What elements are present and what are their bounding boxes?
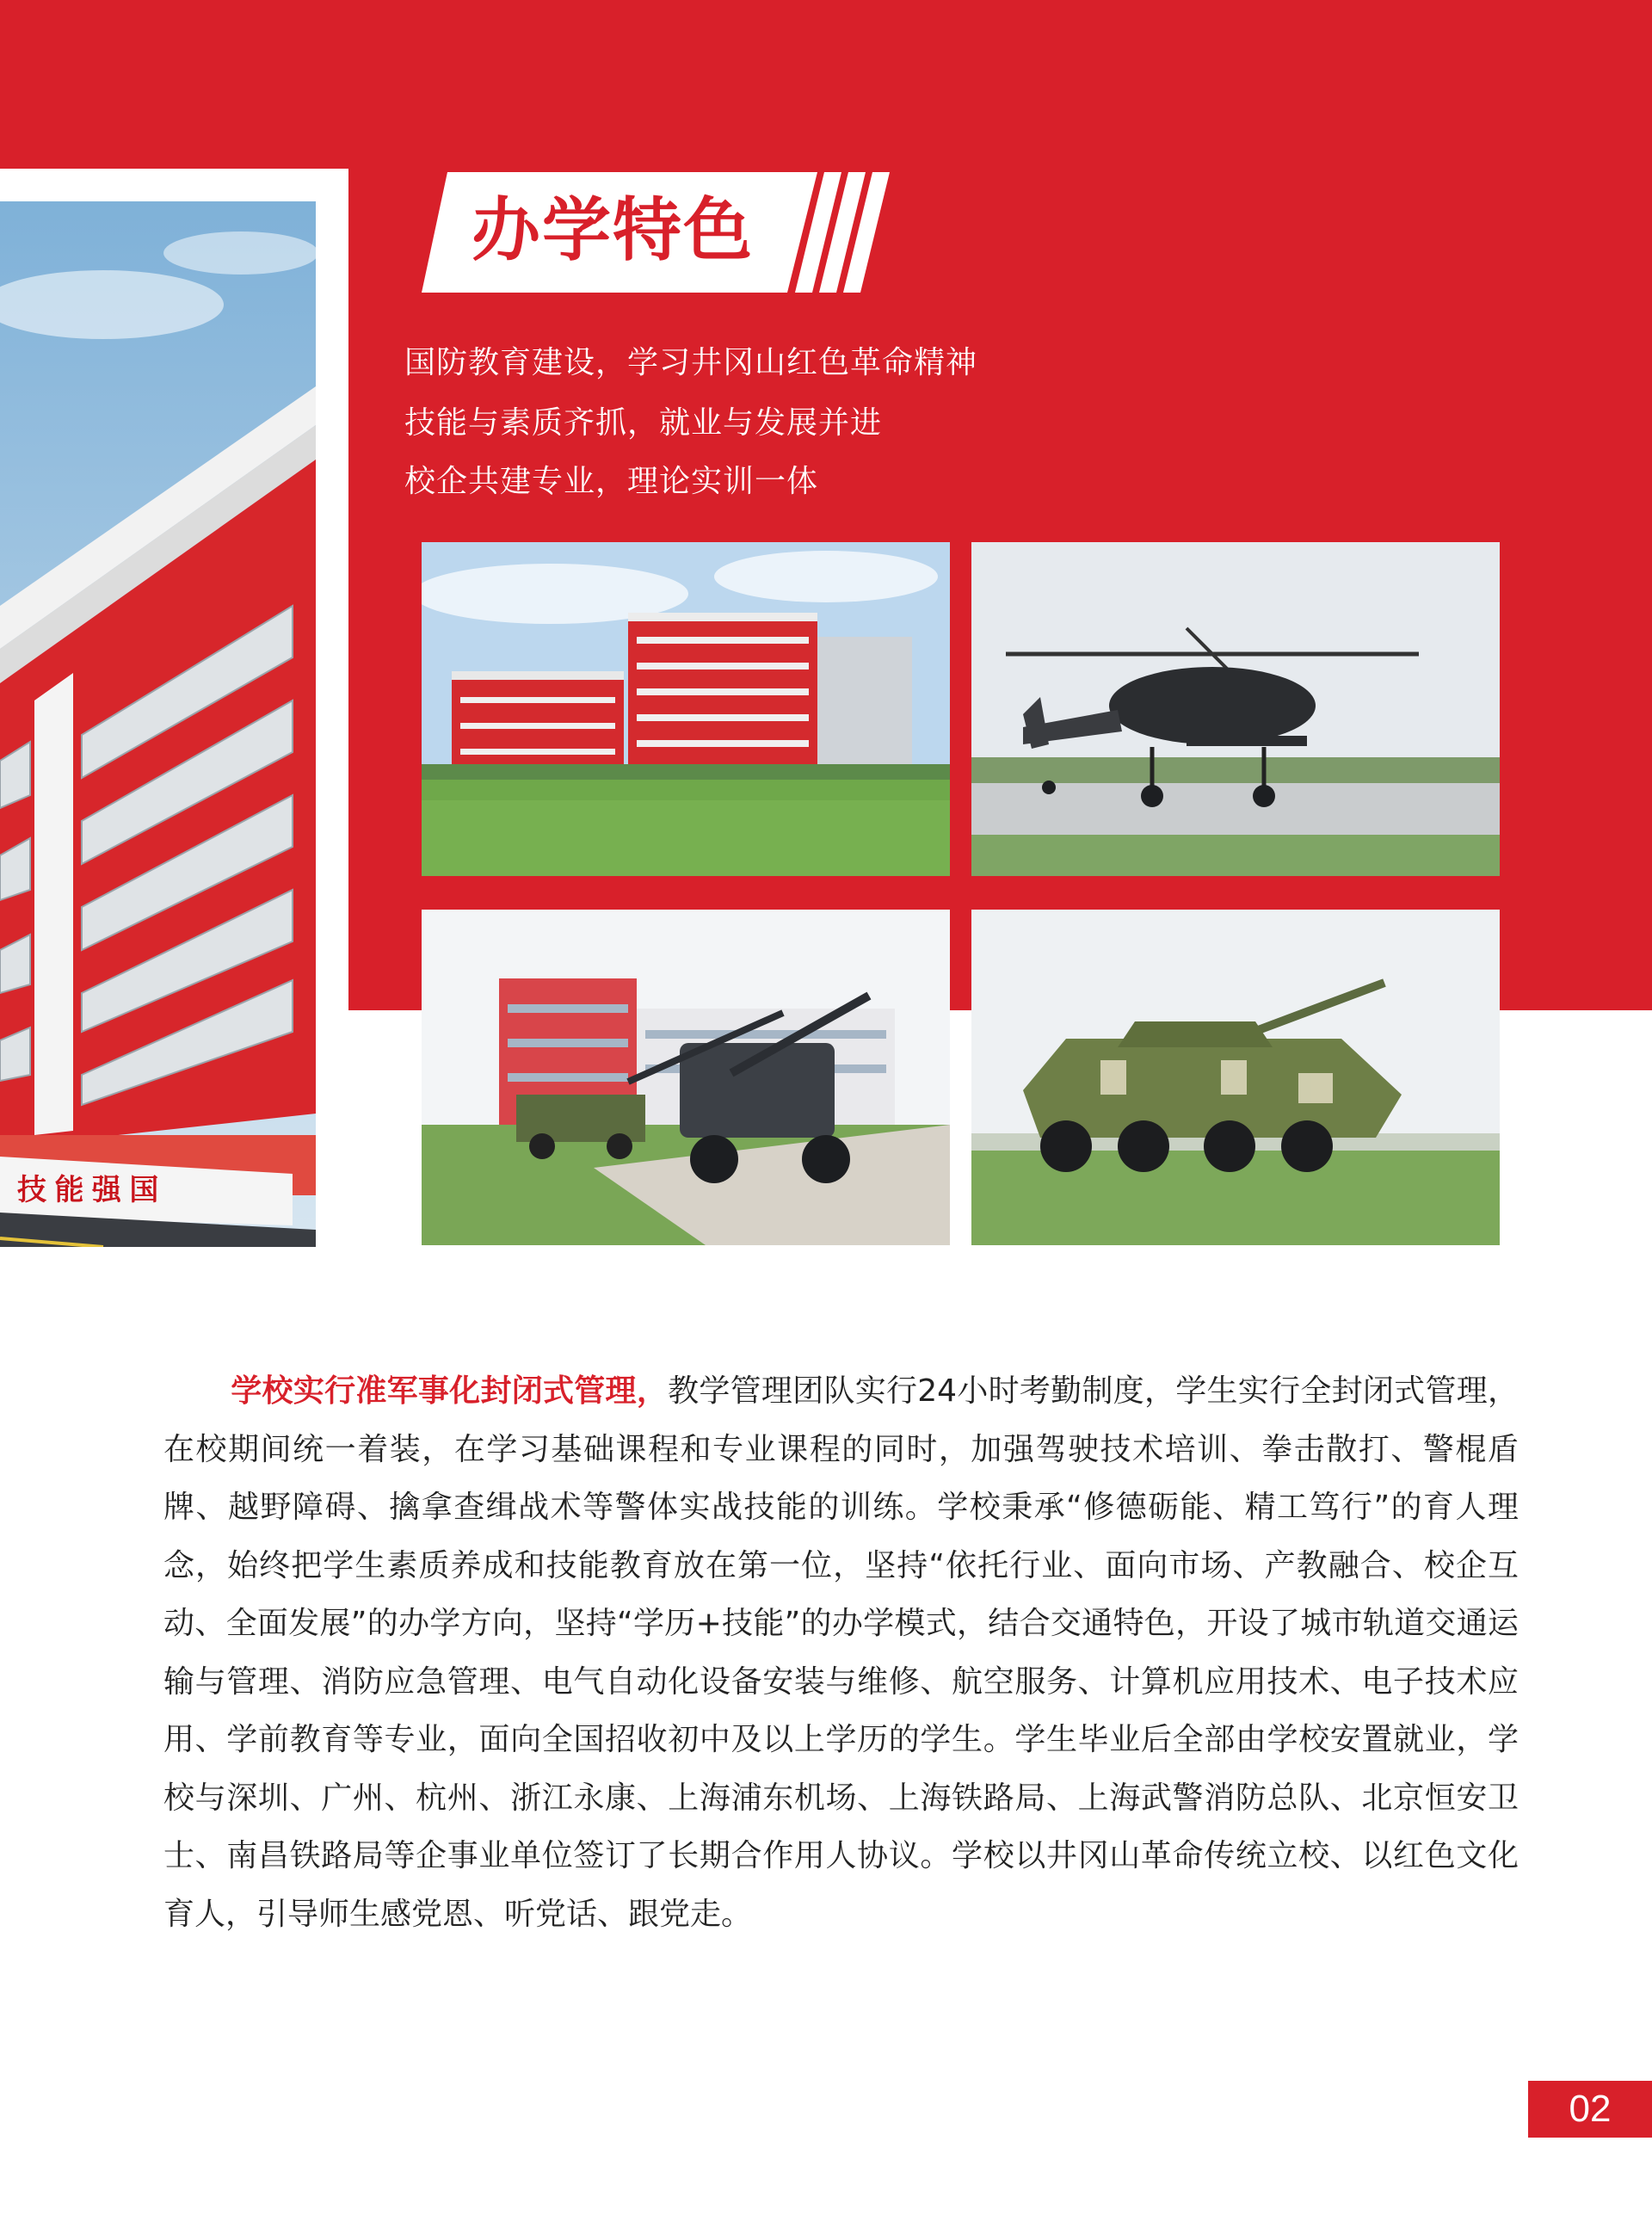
body-text: 教学管理团队实行24小时考勤制度，学生实行全封闭式管理，在校期间统一着装，在学习基础课程和专业课程的同时，加强驾驶技术培训、拳击散打、警棍盾牌、越野障碍、擒拿查缉战术等警体实战技能的训练。学校秉承“修德砺能、精工笃行”的育人理念，始终把学生素质养成和技能教育放在第一位，坚持“依托行业、面向市场、产教融合、校企互动、全面发展”的办学方向，坚持“学历+技能”的办学模式，结合交通特色，开设了城市轨道交通运输与管理、消防应急管理、电气自动化设备安装与维修、航空服务、计算机应用技术、电子技术应用、学前教育等专业，面向全国招收初中及以上学历的学生。学生毕业后全部由学校安置就业，学校与深圳、广州、杭州、浙江永康、上海浦东机场、上海铁路局、上海武警消防总队、北京恒安卫士、南昌铁路局等企事业单位签订了长期合作用人协议。学校以井冈山革命传统立校、以红色文化育人，引导师生感党恩、听党话、跟党走。 (163, 1373, 1519, 1932)
section-title: 办学特色 (472, 190, 754, 270)
highlight-line-2: 技能与素质齐抓，就业与发展并进 (404, 405, 883, 441)
campus-photo (422, 542, 950, 876)
building-sign: 技 能 强 国 (17, 1174, 159, 1206)
building-illustration (0, 201, 316, 1247)
armored-vehicle-photo (971, 910, 1500, 1245)
artillery-photo (422, 910, 950, 1245)
body-paragraph (163, 1362, 1519, 1943)
page-number: 02 (1528, 2081, 1652, 2138)
helicopter-photo (971, 542, 1500, 876)
highlight-line-3: 校企共建专业，理论实训一体 (404, 464, 819, 499)
body-lead: 学校实行准军事化封闭式管理， (231, 1373, 669, 1409)
red-header-band (0, 0, 1652, 169)
school-building-photo (0, 201, 316, 1247)
highlight-line-1: 国防教育建设，学习井冈山红色革命精神 (404, 345, 978, 380)
